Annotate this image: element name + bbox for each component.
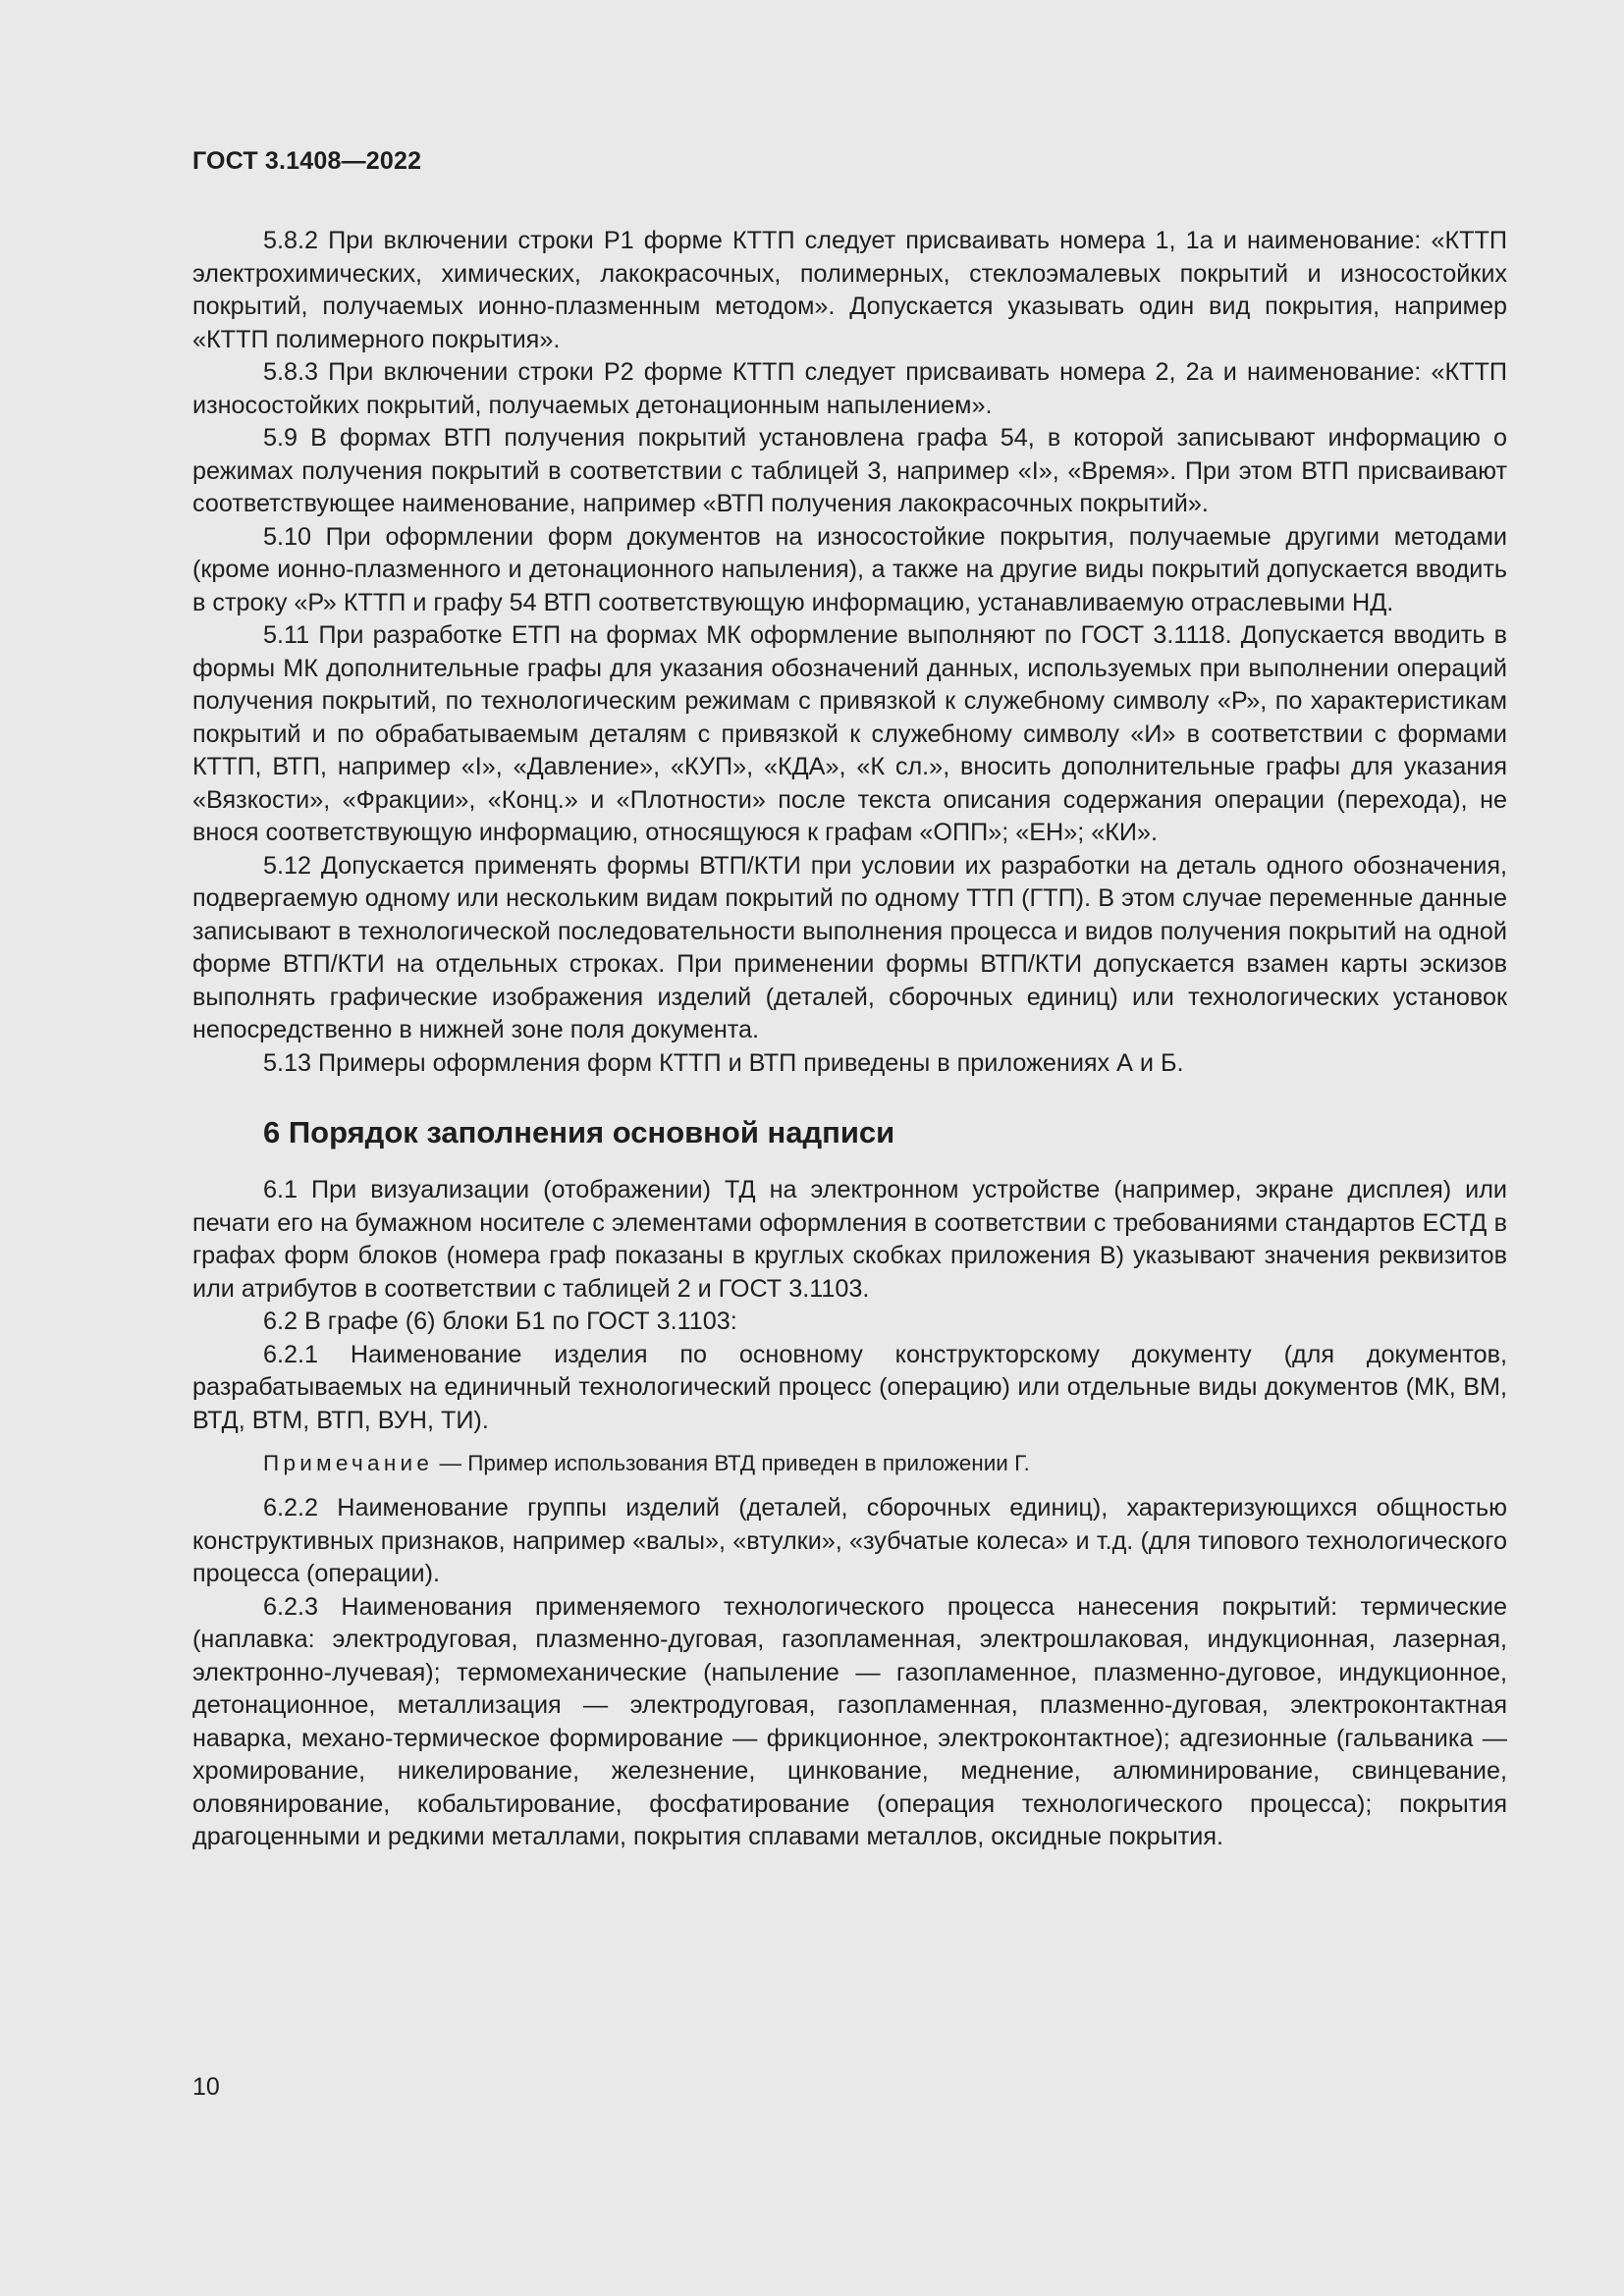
paragraph-5-9: 5.9 В формах ВТП получения покрытий установлена графа 54, в которой записывают информацию о режимах получения покрытий в соответствии с таблицей 3, например «I», «Время». При этом ВТП присваивают соответствующее наименование, например «ВТП получения лакокрасочных покрытий». — [192, 424, 1507, 517]
document-body — [192, 225, 1507, 1854]
paragraph-5-8-2: 5.8.2 При включении строки Р1 форме КТТП следует присваивать номера 1, 1а и наименование: «КТТП электрохимических, химических, лакокрасочных, полимерных, стеклоэмалевых покрытий и износостойких покрытий, получаемых ионно-плазменным методом». Допускается указывать один вид покрытия, например «КТТП полимерного покрытия». — [192, 227, 1507, 353]
paragraph-6-2: 6.2 В графе (6) блоки Б1 по ГОСТ 3.1103: — [263, 1308, 737, 1335]
paragraph-6-2-1: 6.2.1 Наименование изделия по основному конструкторскому документу (для документов, разрабатываемых на единичный технологический процесс (операцию) или отдельные виды документов (МК, ВМ, ВТД, ВТМ, ВТП, ВУН, ТИ). — [192, 1340, 1507, 1434]
paragraph-5-10: 5.10 При оформлении форм документов на износостойкие покрытия, получаемые другими методами (кроме ионно-плазменного и детонационного напыления), а также на другие виды покрытий допускается вводить в строку «Р» КТТП и графу 54 ВТП соответствующую информацию, устанавливаемую отраслевыми НД. — [192, 522, 1507, 616]
note — [263, 1449, 1507, 1478]
paragraph-5-12: 5.12 Допускается применять формы ВТП/КТИ при условии их разработки на деталь одного обозначения, подвергаемую одному или нескольким видам покрытий по одному ТТП (ГТП). В этом случае переменные данные записывают в технологической последовательности выполнения процесса и видов получения покрытий на одной форме ВТП/КТИ на отдельных строках. При применении формы ВТП/КТИ допускается взамен карты эскизов выполнять графические изображения изделий (деталей, сборочных единиц) или технологических установок непосредственно в нижней зоне поля документа. — [192, 851, 1507, 1043]
paragraph-6-2-2: 6.2.2 Наименование группы изделий (деталей, сборочных единиц), характеризующихся общностью конструктивных признаков, например «валы», «втулки», «зубчатые колеса» и т.д. (для типового технологического процесса (операции). — [192, 1494, 1507, 1587]
page-number: 10 — [192, 2073, 220, 2101]
paragraph-6-2-3: 6.2.3 Наименования применяемого технологического процесса нанесения покрытий: термические (наплавка: электродуговая, плазменно-дуговая, газопламенная, электрошлаковая, индукционная, лазерная, электронно-лучевая); термомеханические (напыление — газопламенное, плазменно-дуговое, индукционное, детонационное, металлизация — электродуговая, газопламенная, плазменно-дуговая, электроконтактная наварка, механо-термическое формирование — фрикционное, электроконтактное); адгезионные (гальваника — хромирование, никелирование, железнение, цинкование, меднение, алюминирование, свинцевание, оловянирование, кобальтирование, фосфатирование (операция технологического процесса); покрытия драгоценными и редкими металлами, покрытия сплавами металлов, оксидные покрытия. — [192, 1592, 1507, 1850]
section-6-title: 6 Порядок заполнения основной надписи — [263, 1115, 895, 1149]
paragraph-6-1: 6.1 При визуализации (отображении) ТД на электронном устройстве (например, экране дисплея) или печати его на бумажном носителе с элементами оформления в соответствии с требованиями стандартов ЕСТД в графах форм блоков (номера граф показаны в круглых скобках приложения В) указывают значения реквизитов или атрибутов в соответствии с таблицей 2 и ГОСТ 3.1103. — [192, 1176, 1507, 1303]
note-text: — Пример использования ВТД приведен в приложении Г. — [433, 1451, 1030, 1475]
document-header: ГОСТ 3.1408—2022 — [192, 147, 422, 175]
note-label: Примечание — [263, 1451, 434, 1475]
paragraph-5-13: 5.13 Примеры оформления форм КТТП и ВТП приведены в приложениях А и Б. — [263, 1048, 1184, 1077]
paragraph-5-11: 5.11 При разработке ЕТП на формах МК оформление выполняют по ГОСТ 3.1118. Допускается вводить в формы МК дополнительные графы для указания обозначений данных, используемых при выполнении операций получения покрытий, по технологическим режимам с привязкой к служебному символу «Р», по характеристикам покрытий и по обрабатываемым деталям с привязкой к служебному символу «И» в соответствии с формами КТТП, ВТП, например «I», «Давление», «КУП», «КДА», «К сл.», вносить дополнительные графы для указания «Вязкости», «Фракции», «Конц.» и «Плотности» после текста описания содержания операции (перехода), не внося соответствующую информацию, относящуюся к графам «ОПП»; «ЕН»; «КИ». — [192, 621, 1507, 846]
paragraph-5-8-3: 5.8.3 При включении строки Р2 форме КТТП следует присваивать номера 2, 2а и наименование: «КТТП износостойких покрытий, получаемых детонационным напылением». — [192, 358, 1507, 419]
